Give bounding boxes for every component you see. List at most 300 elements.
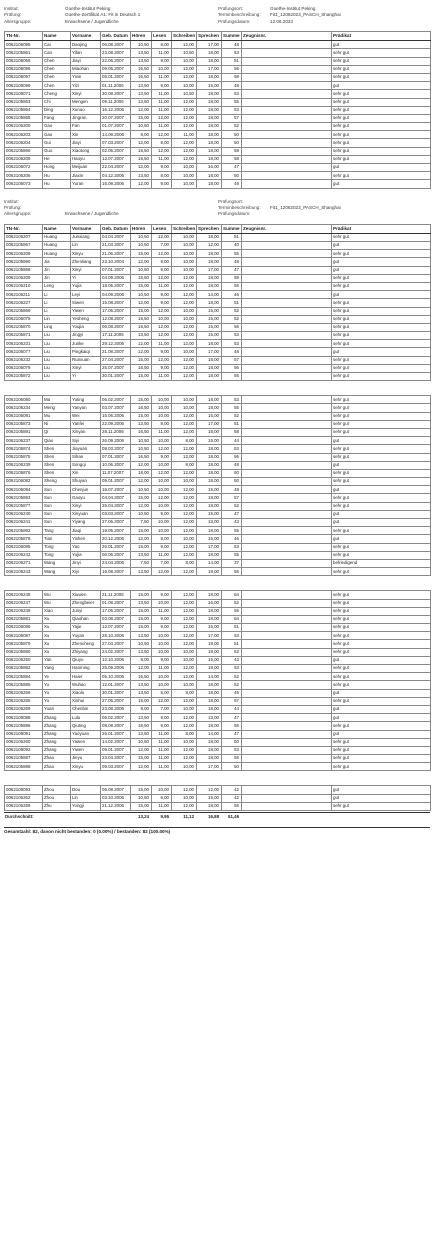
- cell-zeugnisnr: [242, 323, 332, 331]
- cell-summe: 48: [222, 461, 242, 469]
- cell-zeugnisnr: [242, 705, 332, 713]
- cell-name: Wang: [43, 568, 71, 576]
- cell-praedikat: sehr gut: [332, 250, 431, 258]
- cell-zeugnisnr: [242, 624, 332, 632]
- cell-summe: 51: [222, 233, 242, 241]
- cell-geb-datum: 21.08.2007: [101, 348, 131, 356]
- table-row: [5, 624, 431, 632]
- cell-zeugnisnr: [242, 519, 332, 527]
- cell-lesen: 8,00: [152, 258, 172, 266]
- cell-vorname: Leyi: [71, 291, 101, 299]
- cell-praedikat: gut: [332, 348, 431, 356]
- cell-tn-nr: 0062105863: [5, 98, 43, 106]
- average-hoeren: 13,24: [130, 813, 151, 821]
- cell-vorname: Yiwen: [71, 307, 101, 315]
- cell-geb-datum: 04.12.2006: [101, 172, 131, 180]
- cell-geb-datum: 12.10.2006: [101, 656, 131, 664]
- cell-hoeren: 10,50: [131, 291, 152, 299]
- cell-hoeren: 12,00: [131, 180, 152, 188]
- cell-geb-datum: 16.07.2007: [101, 486, 131, 494]
- cell-hoeren: 13,50: [131, 648, 152, 656]
- cell-lesen: 9,00: [152, 624, 172, 632]
- cell-praedikat: sehr gut: [332, 763, 431, 771]
- cell-sprechen: 17,00: [197, 348, 222, 356]
- cell-sprechen: 15,00: [197, 315, 222, 323]
- cell-name: Sun: [43, 502, 71, 510]
- cell-sprechen: 17,00: [197, 266, 222, 274]
- cell-summe: 52: [222, 648, 242, 656]
- cell-zeugnisnr: [242, 469, 332, 477]
- cell-tn-nr: 0062106073: [5, 180, 43, 188]
- cell-hoeren: 12,00: [131, 164, 152, 172]
- cell-tn-nr: 0062106080: [5, 396, 43, 404]
- cell-schreiben: 10,00: [172, 535, 197, 543]
- cell-sprechen: 18,00: [197, 340, 222, 348]
- cell-name: Zhou: [43, 786, 71, 794]
- summary-block: [4, 821, 430, 835]
- cell-tn-nr: 0062106205: [5, 155, 43, 163]
- cell-summe: 47: [222, 714, 242, 722]
- cell-name: Cao: [43, 49, 71, 57]
- cell-schreiben: 10,50: [172, 49, 197, 57]
- cell-summe: 57: [222, 356, 242, 364]
- cell-lesen: 8,00: [152, 714, 172, 722]
- cell-geb-datum: 18.05.2007: [101, 282, 131, 290]
- cell-sprechen: 17,00: [197, 632, 222, 640]
- table-row: [5, 494, 431, 502]
- cell-name: Xu: [43, 648, 71, 656]
- cell-summe: 37: [222, 559, 242, 567]
- cell-tn-nr: 0062105880: [5, 648, 43, 656]
- cell-vorname: Xiaotong: [71, 147, 101, 155]
- cell-tn-nr: 0062106208: [5, 250, 43, 258]
- cell-tn-nr: 0062106256: [5, 689, 43, 697]
- cell-hoeren: 15,00: [131, 114, 152, 122]
- cell-lesen: 9,00: [152, 348, 172, 356]
- table-row: [5, 147, 431, 155]
- cell-summe: 53: [222, 106, 242, 114]
- table-row: [5, 364, 431, 372]
- cell-lesen: 11,00: [152, 98, 172, 106]
- cell-lesen: 7,00: [152, 559, 172, 567]
- table-row: [5, 315, 431, 323]
- cell-name: Ling: [43, 323, 71, 331]
- cell-praedikat: sehr gut: [332, 746, 431, 754]
- cell-sprechen: 18,00: [197, 640, 222, 648]
- cell-tn-nr: 0062106262: [5, 794, 43, 802]
- cell-tn-nr: 0062106240: [5, 510, 43, 518]
- cell-hoeren: 15,00: [131, 282, 152, 290]
- cell-name: Yu: [43, 697, 71, 705]
- cell-name: Leng: [43, 282, 71, 290]
- cell-schreiben: 12,00: [172, 98, 197, 106]
- cell-summe: 56: [222, 755, 242, 763]
- cell-praedikat: sehr gut: [332, 640, 431, 648]
- cell-praedikat: gut: [332, 291, 431, 299]
- cell-praedikat: sehr gut: [332, 527, 431, 535]
- cell-sprechen: 18,00: [197, 404, 222, 412]
- cell-vorname: Xunuo: [71, 106, 101, 114]
- cell-lesen: 9,00: [152, 57, 172, 65]
- cell-geb-datum: 06.08.2007: [101, 323, 131, 331]
- cell-summe: 53: [222, 746, 242, 754]
- cell-name: Xu: [43, 640, 71, 648]
- cell-schreiben: 10,00: [172, 315, 197, 323]
- cell-schreiben: 12,00: [172, 332, 197, 340]
- cell-tn-nr: 0062105886: [5, 722, 43, 730]
- cell-hoeren: 16,50: [131, 155, 152, 163]
- cell-praedikat: gut: [332, 258, 431, 266]
- cell-sprechen: 18,00: [197, 114, 222, 122]
- cell-praedikat: gut: [332, 437, 431, 445]
- cell-hoeren: 13,50: [131, 714, 152, 722]
- table-row: [5, 65, 431, 73]
- cell-sprechen: 14,00: [197, 559, 222, 567]
- cell-tn-nr: 0062106082: [5, 478, 43, 486]
- cell-summe: 52: [222, 599, 242, 607]
- cell-praedikat: sehr gut: [332, 681, 431, 689]
- cell-geb-datum: 21.03.2007: [101, 242, 131, 250]
- cell-summe: 55: [222, 551, 242, 559]
- cell-lesen: 11,00: [152, 340, 172, 348]
- cell-lesen: 10,00: [152, 527, 172, 535]
- cell-tn-nr: 0062106209: [5, 274, 43, 282]
- cell-vorname: Xiaolu: [71, 689, 101, 697]
- cell-zeugnisnr: [242, 57, 332, 65]
- cell-zeugnisnr: [242, 559, 332, 567]
- cell-schreiben: 8,00: [172, 461, 197, 469]
- cell-tn-nr: 0062106097: [5, 73, 43, 81]
- cell-schreiben: 12,00: [172, 599, 197, 607]
- cell-name: Meng: [43, 404, 71, 412]
- cell-lesen: 10,00: [152, 412, 172, 420]
- cell-name: Shen: [43, 469, 71, 477]
- cell-vorname: Jiaxin: [71, 172, 101, 180]
- cell-schreiben: 10,00: [172, 705, 197, 713]
- table-row: [5, 428, 431, 436]
- cell-vorname: Yishen: [71, 535, 101, 543]
- table-row: [5, 180, 431, 188]
- cell-name: Sun: [43, 486, 71, 494]
- cell-hoeren: 10,50: [131, 41, 152, 49]
- cell-summe: 57: [222, 494, 242, 502]
- cell-zeugnisnr: [242, 453, 332, 461]
- termin-value: Fit1_12062023_PASCH_Shanghai: [270, 205, 341, 210]
- cell-tn-nr: 0062106072: [5, 164, 43, 172]
- cell-schreiben: 10,00: [172, 57, 197, 65]
- cell-tn-nr: 0062106204: [5, 139, 43, 147]
- cell-vorname: Haoming: [71, 665, 101, 673]
- cell-schreiben: 12,00: [172, 147, 197, 155]
- cell-name: Ni: [43, 420, 71, 428]
- cell-tn-nr: 0062106232: [5, 356, 43, 364]
- cell-zeugnisnr: [242, 340, 332, 348]
- cell-summe: 58: [222, 73, 242, 81]
- cell-lesen: 11,00: [152, 90, 172, 98]
- cell-hoeren: 7,50: [131, 519, 152, 527]
- cell-praedikat: sehr gut: [332, 412, 431, 420]
- table-row: [5, 510, 431, 518]
- cell-geb-datum: 26.01.2007: [101, 543, 131, 551]
- cell-lesen: 11,00: [152, 763, 172, 771]
- cell-lesen: 9,00: [152, 615, 172, 623]
- cell-lesen: 12,00: [152, 568, 172, 576]
- cell-hoeren: 15,00: [131, 615, 152, 623]
- table-row: [5, 131, 431, 139]
- cell-geb-datum: 23.08.2006: [101, 705, 131, 713]
- cell-geb-datum: 26.09.2006: [101, 437, 131, 445]
- cell-hoeren: 13,50: [131, 82, 152, 90]
- table-row: [5, 615, 431, 623]
- cell-praedikat: gut: [332, 714, 431, 722]
- cell-zeugnisnr: [242, 510, 332, 518]
- cell-hoeren: 15,00: [131, 755, 152, 763]
- cell-praedikat: sehr gut: [332, 106, 431, 114]
- table-row: [5, 786, 431, 794]
- cell-vorname: Zhenliang: [71, 258, 101, 266]
- cell-summe: 48: [222, 41, 242, 49]
- cell-sprechen: 18,00: [197, 57, 222, 65]
- cell-summe: 56: [222, 568, 242, 576]
- cell-tn-nr: 0062106203: [5, 131, 43, 139]
- cell-geb-datum: 30.08.2007: [101, 90, 131, 98]
- cell-name: Gui: [43, 139, 71, 147]
- cell-geb-datum: 15.08.2007: [101, 299, 131, 307]
- cell-schreiben: 12,00: [172, 428, 197, 436]
- cell-hoeren: 15,00: [131, 412, 152, 420]
- cell-lesen: 6,00: [152, 794, 172, 802]
- cell-lesen: 9,00: [152, 180, 172, 188]
- cell-hoeren: 13,50: [131, 420, 152, 428]
- cell-zeugnisnr: [242, 258, 332, 266]
- cell-tn-nr: 0062106239: [5, 461, 43, 469]
- cell-praedikat: sehr gut: [332, 648, 431, 656]
- datum-label: Prüfungsdatum:: [218, 211, 251, 217]
- cell-lesen: 8,00: [152, 139, 172, 147]
- cell-geb-datum: 12.07.2007: [101, 624, 131, 632]
- cell-zeugnisnr: [242, 478, 332, 486]
- cell-praedikat: sehr gut: [332, 755, 431, 763]
- cell-schreiben: 8,00: [172, 437, 197, 445]
- cell-vorname: Yujia: [71, 282, 101, 290]
- table-row: [5, 640, 431, 648]
- cell-lesen: 9,00: [152, 291, 172, 299]
- table-row: [5, 98, 431, 106]
- cell-sprechen: 18,00: [197, 90, 222, 98]
- cell-lesen: 12,00: [152, 332, 172, 340]
- cell-tn-nr: 0062105874: [5, 445, 43, 453]
- cell-zeugnisnr: [242, 689, 332, 697]
- table-row: [5, 242, 431, 250]
- cell-name: Fang: [43, 114, 71, 122]
- cell-lesen: 11,00: [152, 373, 172, 381]
- cell-vorname: Pingkaiqi: [71, 348, 101, 356]
- cell-geb-datum: 04.09.2006: [101, 274, 131, 282]
- cell-geb-datum: 17.05.2007: [101, 607, 131, 615]
- cell-tn-nr: 0062105884: [5, 673, 43, 681]
- cell-hoeren: 18,00: [131, 469, 152, 477]
- cell-schreiben: 10,00: [172, 250, 197, 258]
- cell-summe: 47: [222, 266, 242, 274]
- results-table: [4, 785, 431, 811]
- cell-tn-nr: 0062106249: [5, 607, 43, 615]
- results-table: [4, 224, 431, 381]
- cell-sprechen: 18,00: [197, 648, 222, 656]
- cell-lesen: 10,00: [152, 786, 172, 794]
- cell-schreiben: 12,00: [172, 323, 197, 331]
- cell-zeugnisnr: [242, 242, 332, 250]
- results-table-4: [4, 590, 430, 771]
- column-header-zeugnisnr: Zeugnisnr.: [242, 224, 332, 233]
- cell-hoeren: 15,00: [131, 802, 152, 810]
- table-row: [5, 332, 431, 340]
- cell-tn-nr: 0062106269: [5, 802, 43, 810]
- cell-sprechen: 18,00: [197, 527, 222, 535]
- cell-hoeren: 15,00: [131, 356, 152, 364]
- cell-schreiben: 12,00: [172, 494, 197, 502]
- cell-schreiben: 10,00: [172, 656, 197, 664]
- cell-schreiben: 12,00: [172, 412, 197, 420]
- cell-schreiben: 12,00: [172, 469, 197, 477]
- cell-hoeren: 13,50: [131, 730, 152, 738]
- cell-vorname: Lulu: [71, 714, 101, 722]
- cell-sprechen: 18,00: [197, 681, 222, 689]
- cell-sprechen: 18,00: [197, 445, 222, 453]
- results-table: [4, 395, 431, 576]
- cell-name: Li: [43, 307, 71, 315]
- cell-sprechen: 18,00: [197, 607, 222, 615]
- cell-zeugnisnr: [242, 123, 332, 131]
- cell-name: Liu: [43, 348, 71, 356]
- cell-schreiben: 10,00: [172, 478, 197, 486]
- column-header-tn-nr: TN-Nr.: [5, 224, 43, 233]
- cell-sprechen: 14,00: [197, 291, 222, 299]
- cell-schreiben: 10,00: [172, 242, 197, 250]
- cell-schreiben: 8,00: [172, 730, 197, 738]
- cell-hoeren: 13,50: [131, 551, 152, 559]
- cell-lesen: 10,00: [152, 648, 172, 656]
- column-header-lesen: Lesen: [152, 224, 172, 233]
- cell-geb-datum: 05.10.2006: [101, 673, 131, 681]
- cell-hoeren: 15,00: [131, 624, 152, 632]
- cell-name: Mu: [43, 412, 71, 420]
- cell-summe: 56: [222, 364, 242, 372]
- cell-praedikat: gut: [332, 41, 431, 49]
- cell-tn-nr: 0062105872: [5, 373, 43, 381]
- cell-sprechen: 17,00: [197, 763, 222, 771]
- cell-zeugnisnr: [242, 786, 332, 794]
- column-header-sprechen: Sprechen: [197, 224, 222, 233]
- cell-hoeren: 15,00: [131, 543, 152, 551]
- cell-tn-nr: 0062106247: [5, 599, 43, 607]
- cell-hoeren: 15,00: [131, 786, 152, 794]
- table-row: [5, 705, 431, 713]
- cell-vorname: Yongji: [71, 802, 101, 810]
- cell-praedikat: sehr gut: [332, 65, 431, 73]
- cell-name: Qiao: [43, 437, 71, 445]
- cell-lesen: 10,00: [152, 502, 172, 510]
- cell-lesen: 9,00: [152, 656, 172, 664]
- table-row: [5, 591, 431, 599]
- cell-summe: 59: [222, 274, 242, 282]
- cell-geb-datum: 07.03.2007: [101, 139, 131, 147]
- cell-zeugnisnr: [242, 82, 332, 90]
- termin-value: Fit1_12062023_PASCH_Shanghai: [270, 12, 341, 18]
- cell-vorname: Lin: [71, 242, 101, 250]
- cell-name: Shen: [43, 461, 71, 469]
- cell-name: Yan: [43, 656, 71, 664]
- cell-name: Zhao: [43, 763, 71, 771]
- cell-hoeren: 12,00: [131, 763, 152, 771]
- cell-vorname: Yi: [71, 274, 101, 282]
- cell-vorname: Yuran: [71, 180, 101, 188]
- cell-sprechen: 14,00: [197, 673, 222, 681]
- cell-tn-nr: 0062106237: [5, 437, 43, 445]
- cell-praedikat: gut: [332, 705, 431, 713]
- cell-vorname: Xinyi: [71, 266, 101, 274]
- cell-tn-nr: 0062106200: [5, 123, 43, 131]
- cell-lesen: 10,00: [152, 478, 172, 486]
- column-header-zeugnisnr: Zeugnisnr.: [242, 32, 332, 41]
- cell-schreiben: 11,00: [172, 131, 197, 139]
- cell-praedikat: sehr gut: [332, 478, 431, 486]
- cell-name: Yang: [43, 665, 71, 673]
- cell-tn-nr: 0062106081: [5, 412, 43, 420]
- cell-vorname: Meijuan: [71, 164, 101, 172]
- table-row: [5, 746, 431, 754]
- cell-zeugnisnr: [242, 147, 332, 155]
- cell-praedikat: gut: [332, 535, 431, 543]
- cell-summe: 57: [222, 114, 242, 122]
- cell-hoeren: 7,50: [131, 559, 152, 567]
- cell-lesen: 8,00: [152, 172, 172, 180]
- cell-geb-datum: 24.02.2007: [101, 648, 131, 656]
- cell-zeugnisnr: [242, 404, 332, 412]
- cell-hoeren: 15,00: [131, 373, 152, 381]
- cell-lesen: 12,00: [152, 445, 172, 453]
- results-table-5: [4, 785, 430, 811]
- cell-summe: 53: [222, 49, 242, 57]
- table-row: [5, 396, 431, 404]
- cell-praedikat: sehr gut: [332, 665, 431, 673]
- cell-zeugnisnr: [242, 396, 332, 404]
- cell-tn-nr: 0062106068: [5, 57, 43, 65]
- cell-zeugnisnr: [242, 746, 332, 754]
- cell-praedikat: sehr gut: [332, 673, 431, 681]
- cell-sprechen: 15,00: [197, 82, 222, 90]
- cell-schreiben: 12,00: [172, 373, 197, 381]
- cell-zeugnisnr: [242, 673, 332, 681]
- table-row: [5, 356, 431, 364]
- cell-name: Lin: [43, 315, 71, 323]
- cell-hoeren: 10,50: [131, 510, 152, 518]
- cell-hoeren: 13,50: [131, 332, 152, 340]
- cell-lesen: 11,00: [152, 665, 172, 673]
- cell-lesen: 10,00: [152, 486, 172, 494]
- cell-hoeren: 16,50: [131, 323, 152, 331]
- cell-tn-nr: 0062105871: [5, 332, 43, 340]
- cell-vorname: Siyi: [71, 437, 101, 445]
- cell-sprechen: 18,00: [197, 494, 222, 502]
- table-row: [5, 437, 431, 445]
- cell-lesen: 11,00: [152, 155, 172, 163]
- cell-vorname: Sihan: [71, 453, 101, 461]
- cell-geb-datum: 26.01.2007: [101, 730, 131, 738]
- cell-schreiben: 12,00: [172, 640, 197, 648]
- table-row: [5, 673, 431, 681]
- cell-hoeren: 12,00: [131, 461, 152, 469]
- cell-vorname: Shuyan: [71, 478, 101, 486]
